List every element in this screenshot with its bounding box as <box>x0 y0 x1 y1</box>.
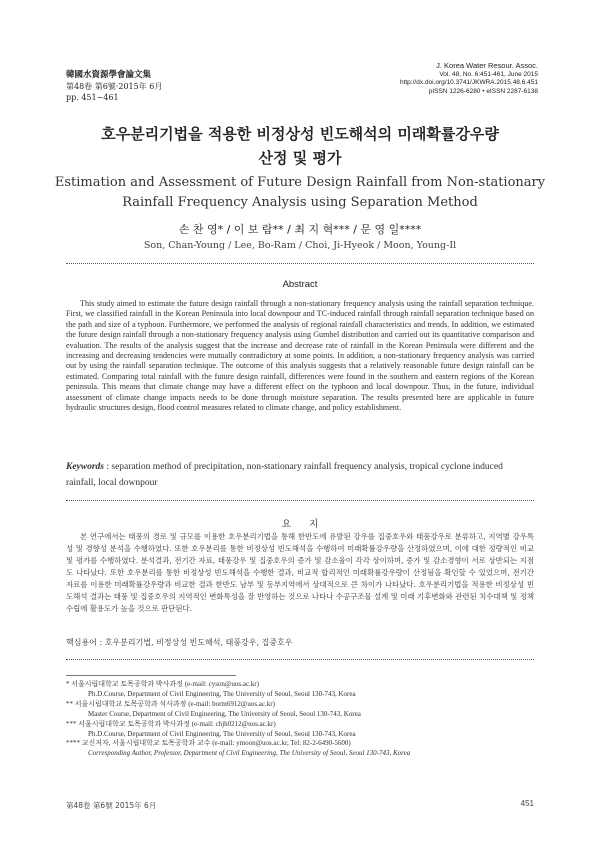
journal-header-right <box>400 62 538 96</box>
journal-header-left <box>66 70 162 103</box>
footnote-4-en: Corresponding Author, Professor, Department of Civil Engineering, The University of Seoul, Seoul 130-743, Korea <box>88 749 411 758</box>
abstract-text: This study aimed to estimate the future design rainfall through a non-stationary frequency analysis using the rainfall separation technique. First, we classified rainfall in the Korean Peninsula into local downpour and TC-induced rainfall through rainfall separation technique based on the path and size of a typhoon. Furthermore, we performed the analysis of regional rainfall characteristics and trends. In addition, we estimated the future design rainfall through a non-stationary frequency analysis using Gumbel distribution and carried out its quantitative comparison and evaluation. The results of the analysis suggest that the increase and decrease rate of rainfall in the Korean Peninsula were different and the increasing and decreasing tendencies were mutually contradictory at some points. In addition, a non-stationary frequency analysis was carried out by using the rainfall separation technique. The outcome of this analysis suggests that a relatively reasonable future design rainfall can be estimated. Comparing total rainfall with the future design rainfall, differences were found in the southern and eastern regions of the Korean peninsula. This means that climate change may have a different effect on the typhoon and local downpour. Thus, in the future, individual assessment of climate change impacts needs to be done through moisture separation. The results presented here are applicable in future hydraulic structures design, flood control measures related to climate change, and policy establishment. <box>66 299 534 413</box>
divider-dotted <box>66 263 534 264</box>
keywords-ko: 핵심용어 : 호우분리기법, 비정상성 빈도해석, 태풍강우, 집중호우 <box>66 638 293 647</box>
keywords-text: : separation method of precipitation, non-stationary rainfall frequency analysis, tropical cyclone induced rainfall, local downpour <box>66 462 503 488</box>
title-ko-line1: 호우분리기법을 적용한 비정상성 빈도해석의 미래확률강우량 <box>101 125 499 143</box>
title-ko-line2: 산정 및 평가 <box>258 149 342 167</box>
footnote-2-ko: ** 서울시립대학교 토목공학과 석사과정 (e-mail: borm6912@uos.ac.kr) <box>66 699 275 708</box>
journal-name-ko: 韓國水資源學會論文集 <box>66 70 152 80</box>
divider-dotted <box>66 659 534 660</box>
summary-text: 본 연구에서는 태풍의 경로 및 규모를 이용한 호우분리기법을 통해 한반도에 유발된 강우를 집중호우와 태풍강우로 분류하고, 지역별 강우특성 및 경향성 분석을 수행하였다. 또한 호우분리를 통한 비정상성 빈도해석을 수행하여 미래확률강우량을 산정하였으며, 이에 대한 정량적인 비교 및 평가를 수행하였다. 분석결과, 전기간 자료, 태풍강우 및 집중호우의 증가 및 감소율이 각각 상이하며, 증가 및 감소경향이 서로 상반되는 지점도 나타났다. 또한 호우분리를 통한 비정상성 빈도해석을 수행한 결과, 비교적 합리적인 미래확률강우량이 산정됨을 확인할 수 있었으며, 전기간 자료를 이용한 미래확률강우량과 비교한 결과 한반도 남부 및 동부지역에서 상대적으로 큰 차이가 나타났다. 호우분리기법을 적용한 비정상성 빈도해석 결과는 태풍 및 집중호우의 지역적인 변화특성을 잘 반영하는 것으로 나타나 수공구조물 설계 및 미래 기후변화와 관련된 치수대책 및 정책수립에 활용도가 높을 것으로 판단된다. <box>66 532 534 613</box>
doi-link[interactable]: http://dx.doi.org/10.3741/JKWRA.2015.48.6.451 <box>399 79 538 87</box>
page-number: 451 <box>520 799 534 808</box>
journal-volume-en: Vol. 48, No. 6:451-461, June 2015 <box>439 70 538 78</box>
footnote-rule <box>66 675 236 676</box>
footer-volume: 第48卷 第6號 2015年 6月 <box>66 801 157 810</box>
footnote-1-en: Ph.D.Course, Department of Civil Engineering, The University of Seoul, Seoul 130-743, Korea <box>88 689 356 698</box>
journal-name-en: J. Korea Water Resour. Assoc. <box>436 61 538 70</box>
footnote-4-ko: **** 교신저자, 서울시립대학교 토목공학과 교수 (e-mail: ymoon@uos.ac.kr, Tel: 82-2-6490-5600) <box>66 739 351 748</box>
summary-heading: 요 지 <box>281 519 319 530</box>
abstract-heading: Abstract <box>282 279 318 290</box>
authors-ko: 손 찬 영* / 이 보 람** / 최 지 혁*** / 문 영 일**** <box>178 223 422 236</box>
divider-dotted <box>66 500 534 501</box>
journal-volume-ko: 第48卷 第6號·2015年 6月 <box>66 82 163 91</box>
title-en-line2: Rainfall Frequency Analysis using Separation Method <box>122 195 478 210</box>
footnote-2-en: Master Course, Department of Civil Engineering, The University of Seoul, Seoul 130-743, Korea <box>88 709 361 718</box>
footnotes <box>66 680 534 759</box>
journal-pages: pp. 451~461 <box>66 93 119 102</box>
footnote-3-ko: *** 서울시립대학교 토목공학과 박사과정 (e-mail: chjh0212@uos.ac.kr) <box>66 719 276 728</box>
issn: pISSN 1226-6280 • eISSN 2287-6138 <box>428 87 538 95</box>
footnote-1-ko: * 서울시립대학교 토목공학과 박사과정 (e-mail: cyson@uos.ac.kr) <box>66 680 259 688</box>
authors-en: Son, Chan-Young / Lee, Bo-Ram / Choi, Ji-Hyeok / Moon, Young-Il <box>143 240 457 251</box>
footnote-3-en: Ph.D.Course, Department of Civil Engineering, The University of Seoul, Seoul 130-743, Korea <box>88 729 356 738</box>
keywords <box>66 459 534 491</box>
title-en-line1: Estimation and Assessment of Future Design Rainfall from Non-stationary <box>54 175 546 190</box>
keywords-label: Keywords <box>66 462 104 472</box>
